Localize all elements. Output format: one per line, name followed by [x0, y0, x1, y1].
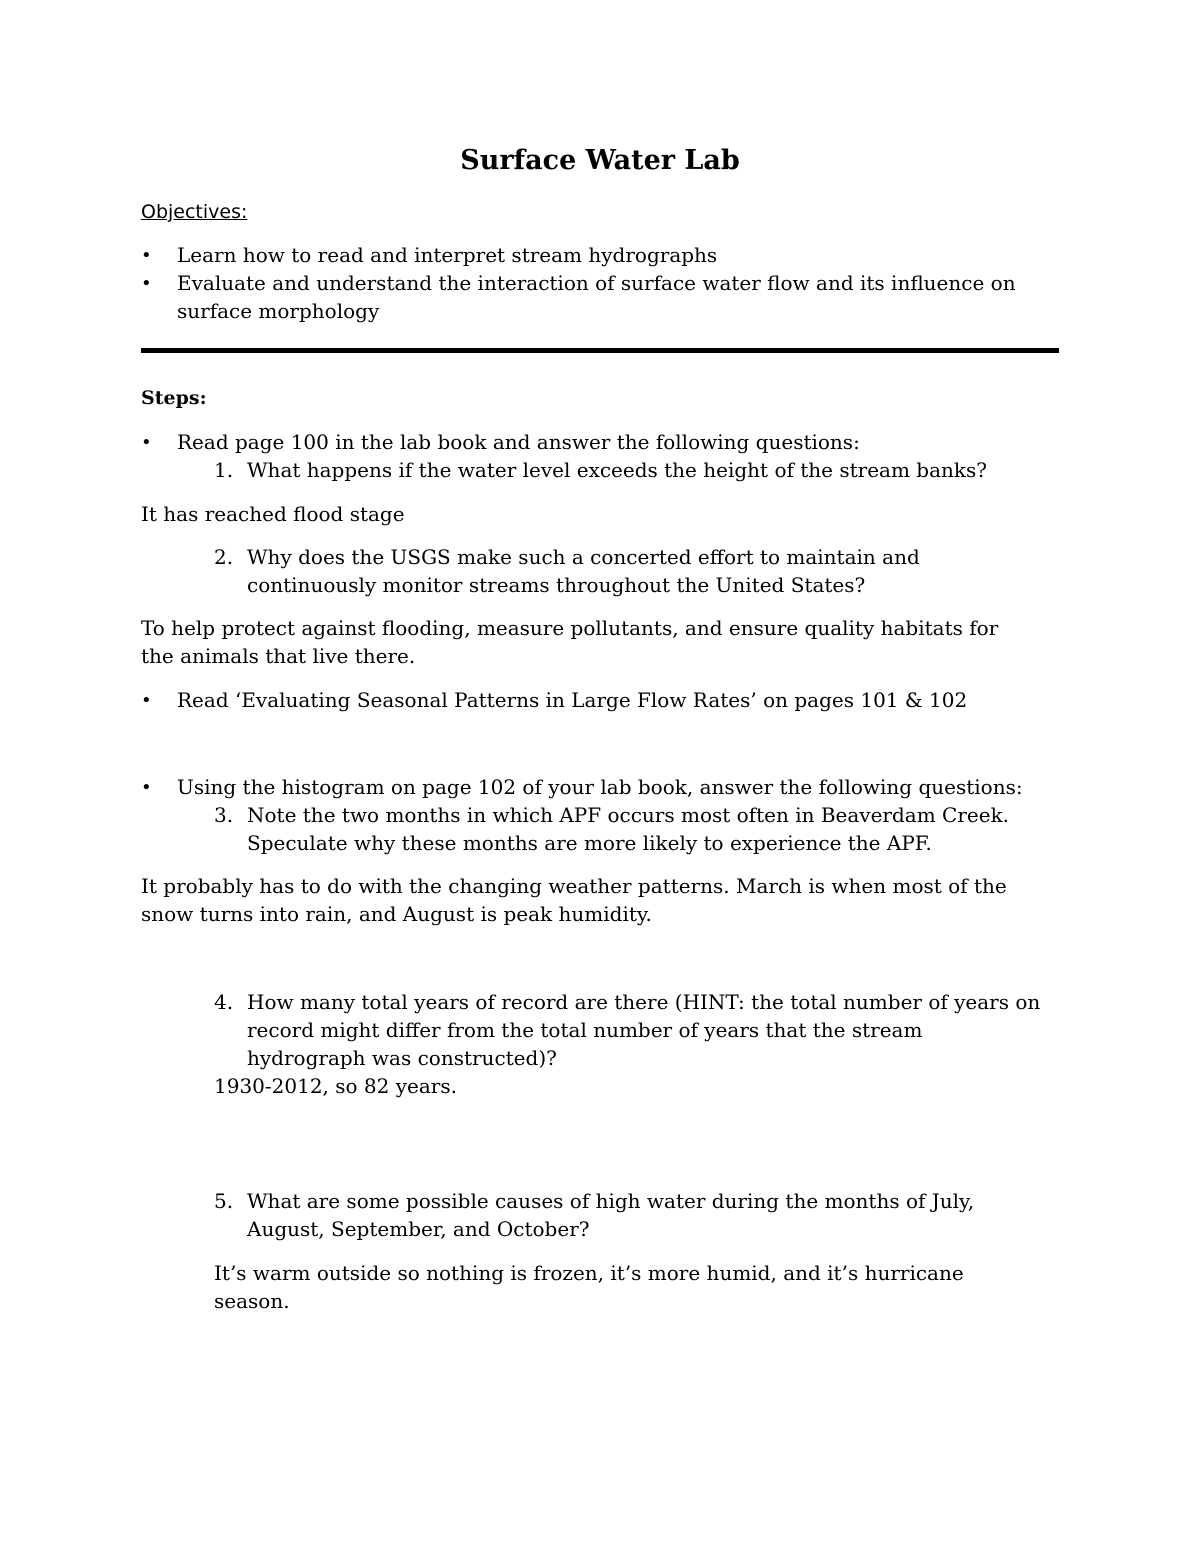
answer-text: season. [214, 1289, 290, 1313]
bullet-icon: • [141, 432, 152, 453]
answer-text: It has reached flood stage [141, 502, 405, 526]
bullet-icon: • [141, 245, 152, 266]
question-text: Speculate why these months are more likely to experience the APF. [247, 831, 932, 855]
steps-heading: Steps: [141, 387, 207, 409]
question-number: 5. [214, 1189, 234, 1213]
question-number: 1. [214, 458, 234, 482]
step-item: Using the histogram on page 102 of your lab book, answer the following questions: [177, 775, 1023, 799]
question-text: Note the two months in which APF occurs most often in Beaverdam Creek. [247, 803, 1010, 827]
bullet-icon: • [141, 273, 152, 294]
answer-text: 1930-2012, so 82 years. [214, 1074, 457, 1098]
answer-text: the animals that live there. [141, 644, 416, 668]
objective-item-continuation: surface morphology [177, 299, 380, 323]
answer-text: It’s warm outside so nothing is frozen, it’s more humid, and it’s hurricane [214, 1261, 964, 1285]
step-item: Read page 100 in the lab book and answer the following questions: [177, 430, 860, 454]
question-number: 4. [214, 990, 234, 1014]
objectives-heading: Objectives: [141, 201, 248, 223]
objective-item: Learn how to read and interpret stream hydrographs [177, 243, 718, 267]
horizontal-divider [141, 348, 1059, 353]
question-number: 3. [214, 803, 234, 827]
question-text: August, September, and October? [247, 1217, 590, 1241]
step-item: Read ‘Evaluating Seasonal Patterns in Large Flow Rates’ on pages 101 & 102 [177, 688, 968, 712]
question-text: Why does the USGS make such a concerted effort to maintain and [247, 545, 920, 569]
answer-text: snow turns into rain, and August is peak humidity. [141, 902, 652, 926]
question-number: 2. [214, 545, 234, 569]
bullet-icon: • [141, 690, 152, 711]
answer-text: It probably has to do with the changing weather patterns. March is when most of the [141, 874, 1007, 898]
question-text: What happens if the water level exceeds the height of the stream banks? [247, 458, 988, 482]
question-text: What are some possible causes of high water during the months of July, [247, 1189, 975, 1213]
page-title: Surface Water Lab [460, 145, 740, 176]
question-text: record might differ from the total number of years that the stream [247, 1018, 923, 1042]
answer-text: To help protect against flooding, measure pollutants, and ensure quality habitats for [141, 616, 999, 640]
bullet-icon: • [141, 777, 152, 798]
objective-item: Evaluate and understand the interaction of surface water flow and its influence on [177, 271, 1016, 295]
question-text: hydrograph was constructed)? [247, 1046, 557, 1070]
question-text: continuously monitor streams throughout the United States? [247, 573, 866, 597]
question-text: How many total years of record are there (HINT: the total number of years on [247, 990, 1041, 1014]
